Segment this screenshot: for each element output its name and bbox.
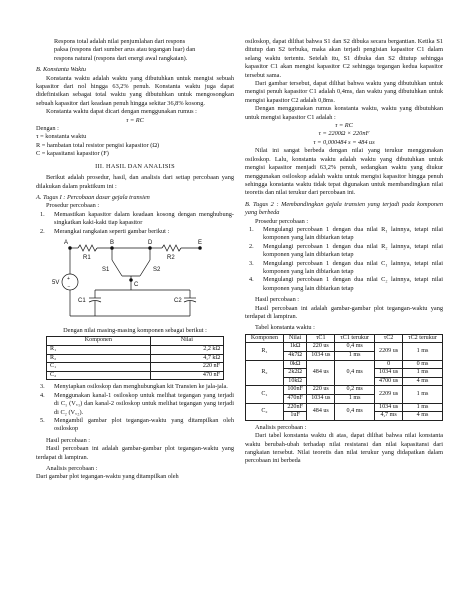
label-c2: C2 — [174, 297, 182, 304]
formula-intro: Konstanta waktu dapat dicari dengan menggunakan rumus : — [46, 108, 197, 116]
analisis-label: Analisis percobaan : — [255, 423, 307, 431]
left-column — [36, 38, 234, 482]
step-text: Mengambil gambar plot tegangan-waktu yang ditampilkan oleh osiloskop — [54, 416, 234, 433]
table-cell: 220 us — [307, 386, 335, 395]
table-cell: R₂ — [47, 354, 151, 363]
analisis-text: Dari tabel konstanta waktu di atas, dapat dilihat bahwa nilai konstanta waktu berubah-ubah terhadap nilai resistansi dan nilai kapasitansi dari rangkaian tersebut. Nilai teoretis dan nilai terukur yang didapatkan dalam percobaan ini berbeda — [245, 432, 443, 465]
header-cell: τC2 terukur — [403, 334, 443, 343]
table-cell: 0,4 ms — [335, 360, 375, 386]
table-row — [246, 360, 443, 369]
label-node-a: A — [64, 239, 69, 246]
procedure-label: Prosedur percobaan : — [255, 217, 309, 225]
procedure-step — [36, 392, 234, 417]
definition-line: C = kapasitansi kapasitor (F) — [36, 150, 109, 158]
hasil-text: Hasil percobaan ini adalah gambar-gambar plot tegangan-waktu yang terdapat di lampiran. — [245, 304, 443, 320]
table-cell: 4k7Ω — [283, 352, 306, 361]
label-s2: S2 — [153, 266, 161, 273]
step-text: Menyiapkan osiloskop dan menghubungkan kit Transien ke jala-jala. — [54, 383, 228, 391]
task-b-title: B. Tugas 2 : Membandingkan gejala transien yang terjadi pada komponen yang berbeda — [245, 200, 443, 217]
step-number: 1. — [40, 210, 45, 218]
table-cell: 0,4 ms — [335, 403, 375, 420]
equation: τ = 0,000484 s = 484 us — [313, 138, 375, 146]
procedure-step — [245, 260, 443, 277]
table-cell: 4 ms — [403, 377, 443, 386]
table-row — [246, 386, 443, 395]
header-cell: Nilai — [150, 337, 223, 346]
table-cell: 2209 us — [375, 386, 403, 403]
table-cell: 0 — [375, 360, 403, 369]
table-cell: 4,7 kΩ — [150, 354, 223, 363]
table-caption: Tabel konstanta waktu : — [255, 324, 315, 332]
table-cell: C₂ — [47, 371, 151, 380]
header-cell: Komponen — [246, 334, 284, 343]
table-cell: 1uF — [283, 412, 306, 421]
table-row — [246, 343, 443, 352]
procedure-step — [245, 276, 443, 293]
label-node-c: C — [134, 281, 139, 288]
resistor-r1 — [78, 245, 97, 251]
label-c1: C1 — [78, 297, 86, 304]
procedure-step — [245, 243, 443, 260]
table-row — [246, 403, 443, 412]
equation: τ = RC — [335, 122, 353, 130]
table-cell: 4 ms — [403, 412, 443, 421]
step-number: 5. — [40, 416, 45, 424]
table-cell: 100nF — [283, 386, 306, 395]
switch-s1 — [112, 260, 122, 276]
table-row — [47, 345, 224, 354]
section-b-paragraph: Konstanta waktu adalah waktu yang dibutuhkan untuk mengisi sebuah kapasitor dari nol hingga 63,2% penuh. Konstanta waktu juga dapat didefinisikan sebagai total waktu yang dibutuhkan untuk mengosongkan sebuah kapasitor dari keadaan penuh hingga sekitar 36,8% kosong. — [36, 74, 234, 107]
table-cell: 10kΩ — [283, 377, 306, 386]
hasil-text: Hasil percobaan ini adalah gambar-gambar plot tegangan-waktu yang terdapat di lampiran. — [36, 445, 234, 461]
intro-line: Respons total adalah nilai penjumlahan dari respons — [54, 38, 186, 45]
table-cell: 2,2 kΩ — [150, 345, 223, 354]
step-text: Mengulangi percobaan 1 dengan dua nilai R₂ lainnya, tetapi nilai komponen yang lain dibiarkan tetap — [263, 242, 443, 259]
analisis-text: Dari gambar plot tegangan-waktu yang ditampilkan oleh — [36, 473, 179, 481]
step-text: Mengulangi percobaan 1 dengan dua nilai C₁ lainnya, tetapi nilai komponen yang lain dibiarkan tetap — [263, 259, 443, 275]
definition-line: τ = konstanta waktu — [36, 133, 87, 141]
table-cell: R₁ — [47, 345, 151, 354]
definition-line: R = hambatan total resistor pengisi kapasitor (Ω) — [36, 141, 160, 149]
table-cell: 2k2Ω — [283, 369, 306, 378]
equation: τ = 2200Ω × 220nF — [318, 130, 370, 138]
switch-s2 — [140, 260, 150, 276]
table-row — [47, 354, 224, 363]
table-cell: 484 us — [307, 360, 335, 386]
task-a-title: A. Tugas I : Percobaan dasar gejala transien — [36, 193, 150, 201]
table-cell: 1kΩ — [283, 343, 306, 352]
label-source: 5V — [52, 279, 60, 286]
hasil-label: Hasil percobaan : — [255, 296, 300, 304]
section-heading: III. HASIL DAN ANALISIS — [95, 162, 175, 170]
intro-line: paksa (respons dari sumber arus atau tegangan luar) dan — [54, 46, 196, 54]
hasil-label: Hasil percobaan : — [46, 436, 91, 444]
intro-line: respons natural (respons dari energi awal rangkaian). — [54, 54, 188, 62]
table-cell: 1034 us — [307, 352, 335, 361]
table-cell: C₂ — [246, 403, 284, 420]
table-cell: 0,4 ms — [335, 343, 375, 352]
table-cell: 1 ms — [403, 403, 443, 412]
table-cell: R₁ — [246, 343, 284, 360]
table-cell: 2209 us — [375, 343, 403, 360]
table-cell: C₁ — [246, 386, 284, 403]
step-text: Memastikan kapasitor dalam keadaan kosong dengan menghubung-singkatkan kaki-kaki tiap kapasitor — [54, 210, 234, 227]
table-cell: C₁ — [47, 363, 151, 372]
step-text: Mengulangi percobaan 1 dengan dua nilai R₁ lainnya, tetapi nilai komponen yang lain dibiarkan tetap — [263, 225, 443, 242]
table-header-row — [246, 334, 443, 343]
step-number: 1. — [249, 225, 254, 233]
dengan-label: Dengan : — [36, 125, 59, 133]
table-cell: 484 us — [307, 403, 335, 420]
step-number: 4. — [40, 391, 45, 399]
label-r1: R1 — [83, 254, 91, 261]
resistor-r2 — [162, 245, 181, 251]
table-row — [47, 363, 224, 372]
table-cell: 1034 us — [375, 369, 403, 378]
step-number: 4. — [249, 276, 254, 284]
label-node-d: D — [148, 239, 153, 246]
step-number: 2. — [249, 242, 254, 250]
label-r2: R2 — [167, 254, 175, 261]
table-cell: 1 ms — [403, 343, 443, 360]
components-table — [46, 336, 224, 380]
source-minus: − — [67, 283, 71, 290]
table-cell: 0kΩ — [283, 360, 306, 369]
components-caption: Dengan nilai masing-masing komponen sebagai berikut : — [63, 326, 207, 334]
procedure-step — [36, 383, 234, 391]
right-column — [245, 38, 443, 466]
paragraph: osiloskop, dapat dilihat bahwa S1 dan S2 dibuka secara bergantian. Ketika S1 ditutup dan S2 terbuka, maka akan terjadi pengisian kapasitor C1 dalam selang waktu tertentu. Setelah itu, S1 dibuka dan S2 ditutup sehingga kapasitor C1 akan mengisi kapasitor C2 sehingga tegangan kedua kapasitor tersebut sama. — [245, 38, 443, 79]
section-b-title: B. Konstanta Waktu — [36, 66, 86, 74]
table-cell: 470 nF — [150, 371, 223, 380]
table-cell: 4,7 ms — [375, 412, 403, 421]
table-cell: 0,2 ms — [335, 386, 375, 395]
source-plus: + — [67, 275, 70, 282]
table-header-row — [47, 337, 224, 346]
procedure-step — [245, 226, 443, 243]
header-cell: Komponen — [47, 337, 151, 346]
section-paragraph: Berikut adalah prosedur, hasil, dan analisis dari setiap percobaan yang dilakukan dalam praktikum ini : — [36, 174, 234, 190]
analisis-label: Analisis percobaan : — [46, 464, 98, 472]
procedure-step — [36, 417, 234, 434]
header-cell: τC2 — [375, 334, 403, 343]
formula-tau: τ = RC — [126, 116, 144, 124]
table-cell: 220 us — [307, 343, 335, 352]
header-cell: τC1 terukur — [335, 334, 375, 343]
procedure-step — [36, 211, 234, 228]
table-cell: 4700 us — [375, 377, 403, 386]
procedure-label: Prosedur percobaan : — [46, 202, 100, 210]
step-number: 3. — [249, 259, 254, 267]
step-text: Menggunakan kanal-1 osiloskop untuk melihat tegangan yang terjadi di C₁ (V꜀₁) dan kanal-2 osiloskop untuk melihat tegangan yang terjadi di C₂ (V꜀₂). — [54, 391, 234, 416]
procedure-step — [36, 228, 234, 236]
table-cell: 1034 us — [307, 394, 335, 403]
table-cell: 0 ms — [403, 360, 443, 369]
table-cell: 1 ms — [403, 386, 443, 403]
step-text: Mengulangi percobaan 1 dengan dua nilai C₂ lainnya, tetapi nilai komponen yang lain dibiarkan tetap — [263, 276, 443, 292]
paragraph: Dari gambar tersebut, dapat dilihat bahwa waktu yang dibutuhkan untuk mengisi penuh kapasitor C1 adalah 0,4ms, dan waktu yang dibutuhkan untuk mengisi kapasitor C2 adalah 0,8ms. — [245, 80, 443, 104]
step-number: 3. — [40, 383, 45, 391]
table-cell: 220nF — [283, 403, 306, 412]
table-cell: 470nF — [283, 394, 306, 403]
header-cell: Nilai — [283, 334, 306, 343]
label-node-e: E — [198, 239, 203, 246]
paragraph: Dengan menggunakan rumus konstanta waktu, waktu yang dibutuhkan untuk mengisi kapasitor C1 adalah : — [245, 105, 443, 121]
node-e — [199, 247, 202, 250]
table-cell: 220 nF — [150, 363, 223, 372]
label-node-b: B — [110, 239, 115, 246]
time-constant-table — [245, 334, 443, 421]
label-s1: S1 — [102, 266, 110, 273]
table-cell: 1 ms — [335, 394, 375, 403]
table-cell: 1034 us — [375, 403, 403, 412]
step-number: 2. — [40, 227, 45, 235]
circuit-diagram — [50, 238, 220, 324]
header-cell: τC1 — [307, 334, 335, 343]
table-row — [47, 371, 224, 380]
table-cell: 1 ms — [335, 352, 375, 361]
table-cell: 1 ms — [403, 369, 443, 378]
paragraph: Nilai ini sangat berbeda dengan nilai yang terukur menggunakan osiloskop. Lalu, konstanta waktu adalah waktu yang dibutuhkan untuk mengisi kapasitor menjadi 63,2% penuh, sedangkan waktu yang diukur menggunakan osiloskop adalah waktu untuk mengisi kapasitor hingga penuh sehingga konstanta waktu tidak tepat digunakan untuk membandingkan nilai teoretis dan nilai terukur dari percobaan ini. — [245, 147, 443, 197]
table-cell: R₂ — [246, 360, 284, 386]
step-text: Merangkai rangkaian seperti gambar berikut : — [54, 227, 170, 235]
